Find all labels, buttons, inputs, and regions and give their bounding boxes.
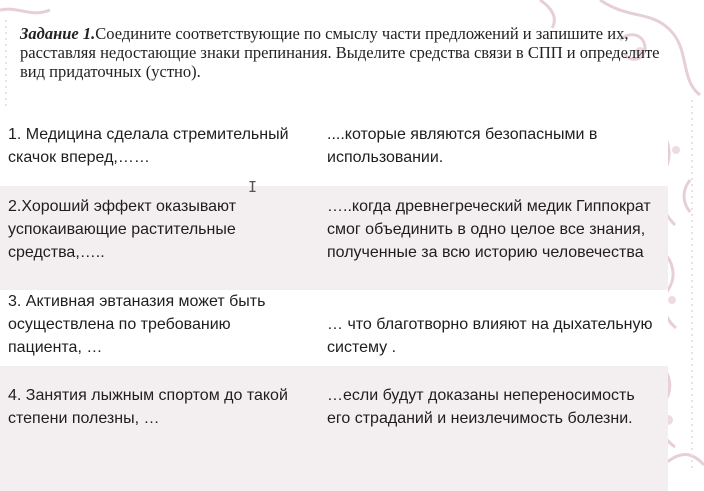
left-part-4: 4. Занятия лыжным спортом до такой степени полезны, …: [8, 387, 288, 427]
right-part-1: ....которые являются безопасными в использовании.: [327, 126, 598, 166]
left-part-2: 2.Хороший эффект оказывают успокаивающие растительные средства,…..: [8, 198, 237, 261]
right-part-4: …если будут доказаны непереносимость его страданий и неизлечимость болезни.: [327, 387, 635, 427]
left-part-3: 3. Активная эвтаназия может быть осуществлена по требованию пациента, …: [8, 293, 266, 356]
matching-table: [0, 114, 704, 491]
task-instructions: [20, 24, 660, 81]
right-part-2: …..когда древнегреческий медик Гиппократ смог объединить в одно целое все знания, полученные за всю историю человечества: [327, 198, 651, 261]
right-part-3: … что благотворно влияют на дыхательную систему .: [327, 316, 653, 356]
left-part-1: 1. Медицина сделала стремительный скачок вперед,……: [8, 126, 289, 166]
task-text: Соедините соответствующие по смыслу части предложений и запишите их, расставляя недостающие знаки препинания. Выделите средства связи в СПП и определите вид придаточных (устно).: [20, 24, 660, 81]
text-cursor-icon: I: [248, 178, 258, 196]
task-label: Задание 1.: [20, 24, 96, 43]
